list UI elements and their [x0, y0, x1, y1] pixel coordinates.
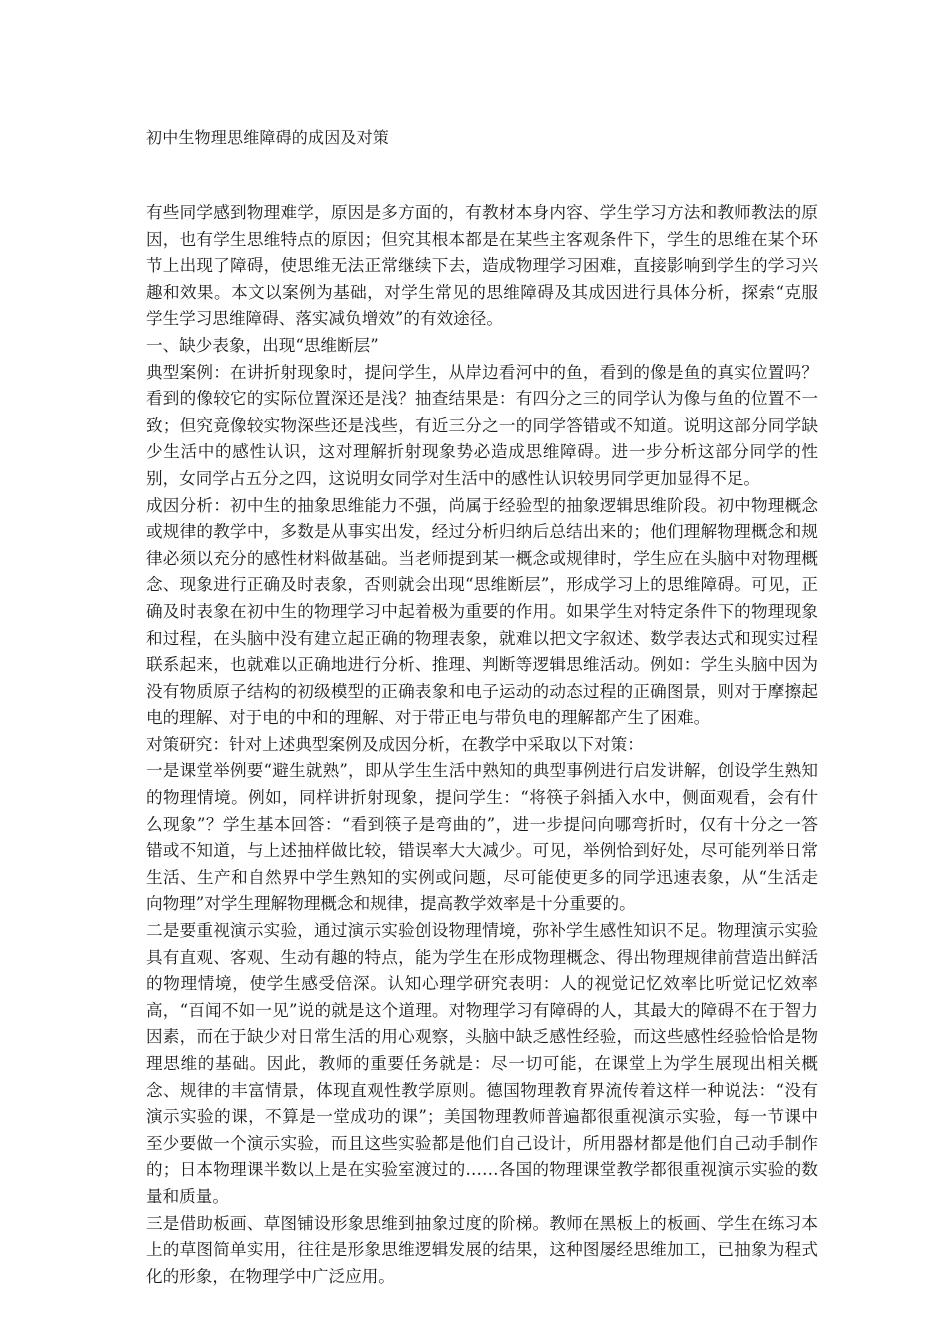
paragraph-strategy-2: 二是要重视演示实验，通过演示实验创设物理情境，弥补学生感性知识不足。物理演示实验具有直观、客观、生动有趣的特点，能为学生在形成物理概念、得出物理规律前营造出鲜活的物理情境，使学生感受倍深。认知心理学研究表明：人的视觉记忆效率比听觉记忆效率高，“百闻不如一见”说的就是这个道理。对物理学习有障碍的人，其最大的障碍不在于智力因素，而在于缺少对日常生活的用心观察，头脑中缺乏感性经验，而这些感性经验恰恰是物理思维的基础。因此，教师的重要任务就是：尽一切可能，在课堂上为学生展现出相关概念、规律的丰富情景，体现直观性教学原则。德国物理教育界流传着这样一种说法：“没有演示实验的课，不算是一堂成功的课”；美国物理教师普遍都很重视演示实验，每一节课中至少要做一个演示实验，而且这些实验都是他们自己设计，所用器材都是他们自己动手制作的；日本物理课半数以上是在实验室渡过的……各国的物理课堂教学都很重视演示实验的数量和质量。: [146, 921, 818, 1206]
paragraph-strategy-3: 三是借助板画、草图铺设形象思维到抽象过度的阶梯。教师在黑板上的板画、学生在练习本上的草图简单实用，往往是形象思维逻辑发展的结果，这种图屡经思维加工，已抽象为程式化的形象，在物理学中广泛应用。: [146, 1213, 818, 1286]
document-title: 初中生物理思维障碍的成因及对策: [146, 128, 390, 147]
paragraph-strategy-1: 一是课堂举例要“避生就熟”，即从学生生活中熟知的典型事例进行启发讲解，创设学生熟知的物理情境。例如，同样讲折射现象，提问学生：“将筷子斜插入水中，侧面观看，会有什么现象”？学生基本回答：“看到筷子是弯曲的”，进一步提问向哪弯折时，仅有十分之一答错或不知道，与上述抽样做比较，错误率大大减少。可见，举例恰到好处，尽可能列举日常生活、生产和自然界中学生熟知的实例或问题，尽可能使更多的同学迅速表象，从“生活走向物理”对学生理解物理概念和规律，提高教学效率是十分重要的。: [146, 761, 818, 914]
paragraph-cause-analysis: 成因分析：初中生的抽象思维能力不强，尚属于经验型的抽象逻辑思维阶段。初中物理概念或规律的教学中，多数是从事实出发，经过分析归纳后总结出来的；他们理解物理概念和规律必须以充分的感性材料做基础。当老师提到某一概念或规律时，学生应在头脑中对物理概念、现象进行正确及时表象，否则就会出现“思维断层”，形成学习上的思维障碍。可见，正确及时表象在初中生的物理学习中起着极为重要的作用。如果学生对特定条件下的物理现象和过程，在头脑中没有建立起正确的物理表象，就难以把文字叙述、数学表达式和现实过程联系起来，也就难以正确地进行分析、推理、判断等逻辑思维活动。例如：学生头脑中因为没有物质原子结构的初级模型的正确表象和电子运动的动态过程的正确图景，则对于摩擦起电的理解、对于电的中和的理解、对于带正电与带负电的理解都产生了困难。: [146, 495, 818, 728]
paragraph-strategy-intro: 对策研究：针对上述典型案例及成因分析，在教学中采取以下对策：: [146, 734, 644, 754]
document-body: [146, 200, 818, 1290]
paragraph-intro: 有些同学感到物理难学，原因是多方面的，有教材本身内容、学生学习方法和教师教法的原因，也有学生思维特点的原因；但究其根本都是在某些主客观条件下，学生的思维在某个环节上出现了障碍，使思维无法正常继续下去，造成物理学习困难，直接影响到学生的学习兴趣和效果。本文以案例为基础，对学生常见的思维障碍及其成因进行具体分析，探索“克服学生学习思维障碍、落实减负增效”的有效途径。: [146, 203, 818, 329]
paragraph-case: 典型案例：在讲折射现象时，提问学生，从岸边看河中的鱼，看到的像是鱼的真实位置吗？看到的像较它的实际位置深还是浅？抽查结果是：有四分之三的同学认为像与鱼的位置不一致；但究竟像较实物深些还是浅些，有近三分之一的同学答错或不知道。说明这部分同学缺少生活中的感性认识，这对理解折射现象势必造成思维障碍。进一步分析这部分同学的性别，女同学占五分之四，这说明女同学对生活中的感性认识较男同学更加显得不足。: [146, 362, 818, 488]
section-heading-1: 一、缺少表象，出现“思维断层”: [146, 335, 379, 355]
